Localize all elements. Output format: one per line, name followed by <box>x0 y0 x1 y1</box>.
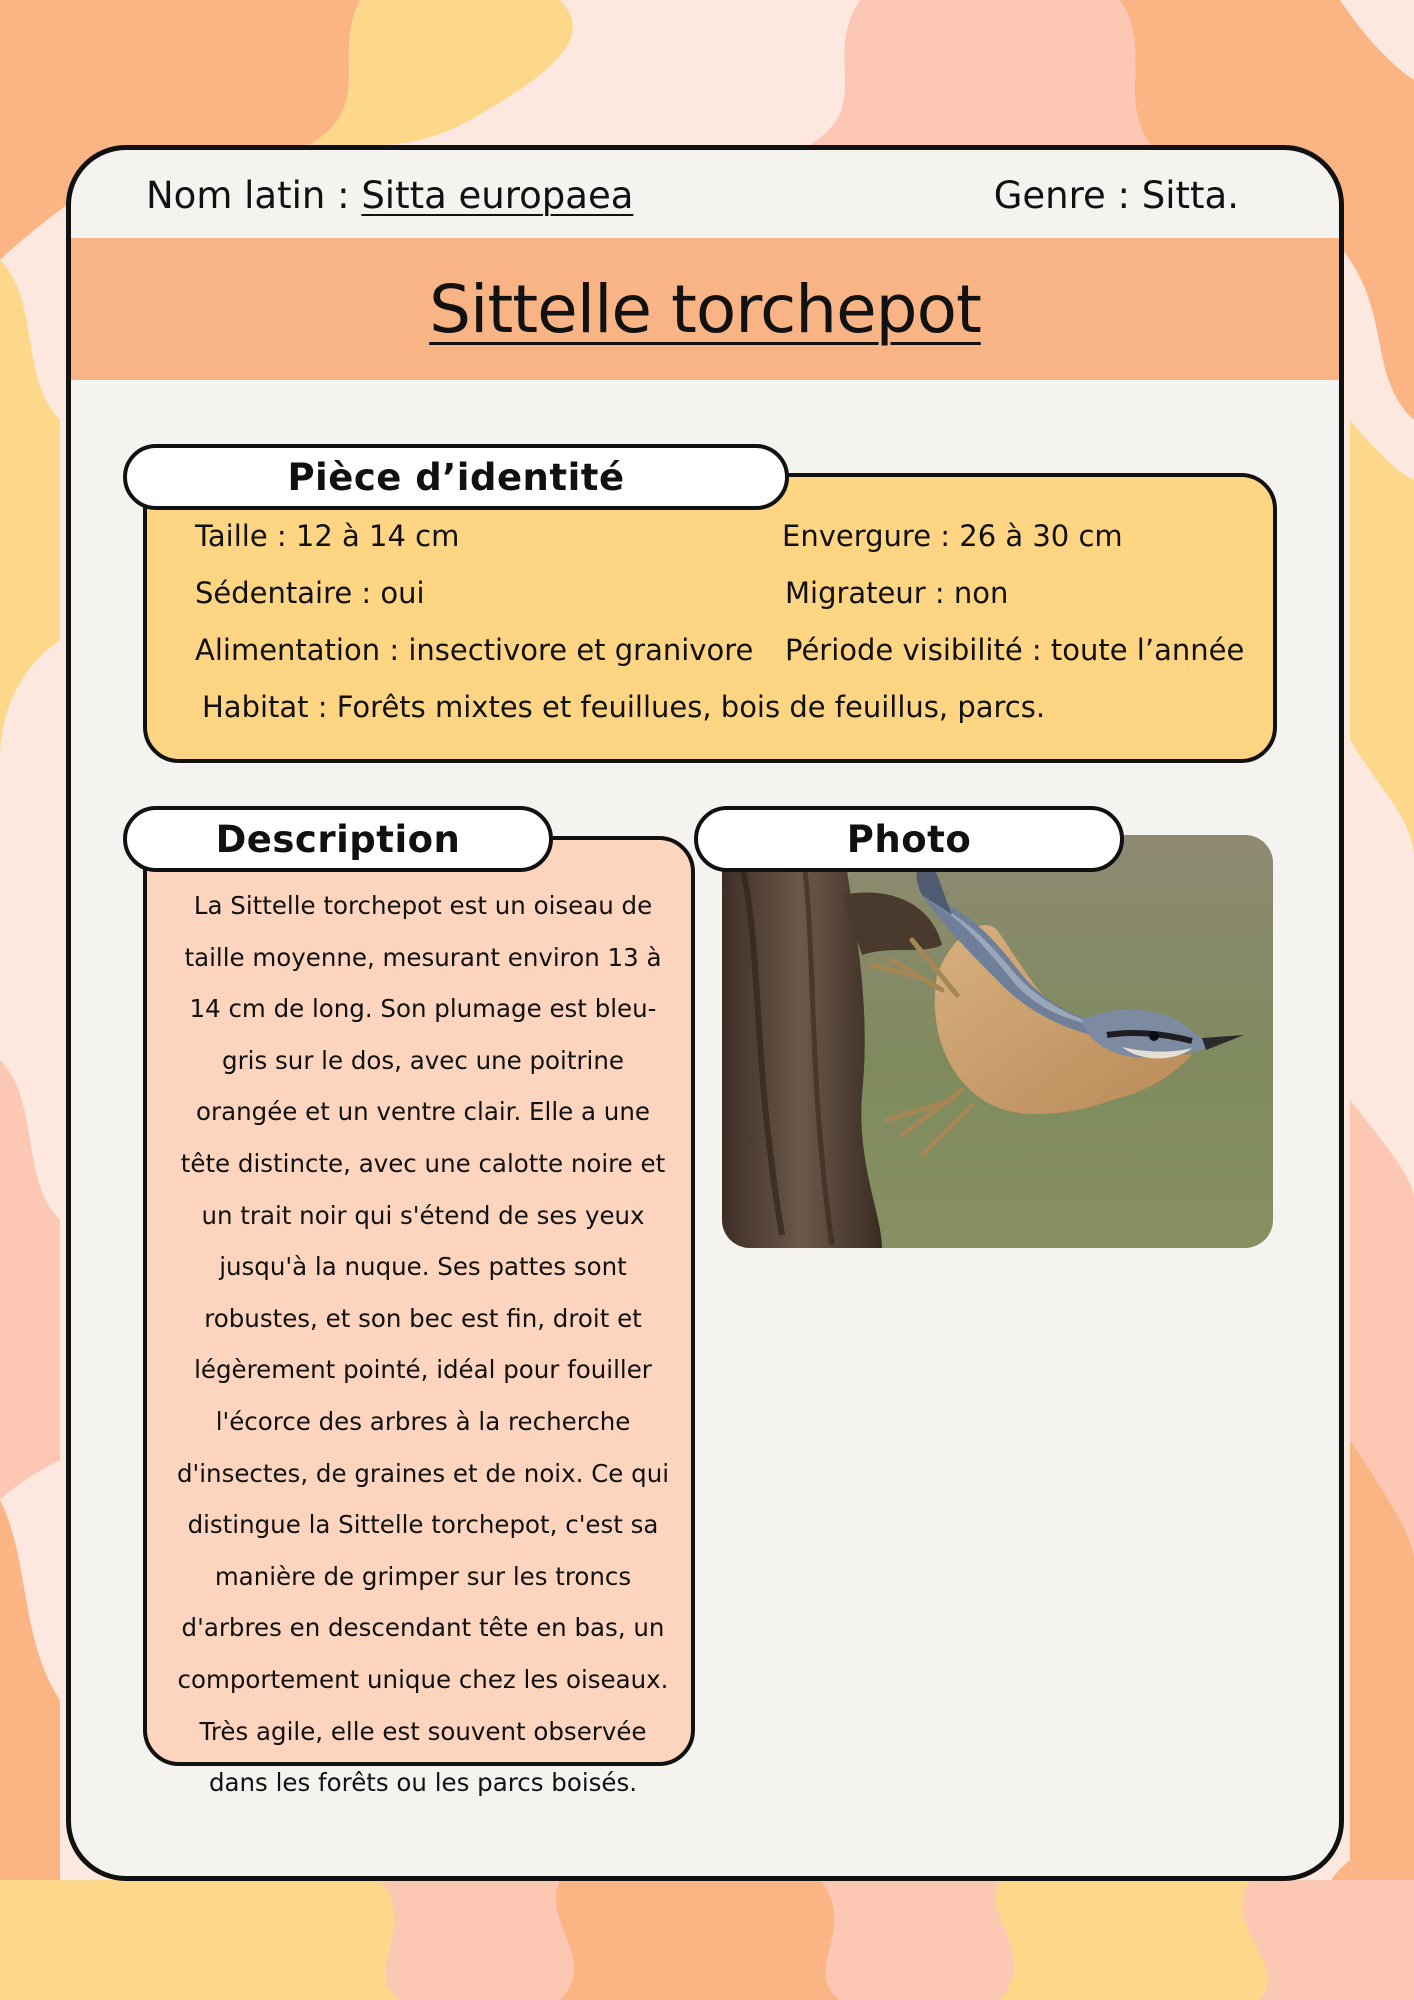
genre-line: Genre : Sitta. <box>993 174 1239 217</box>
title-band <box>71 238 1339 380</box>
sedentaire-field: Sédentaire : oui <box>195 576 425 610</box>
latin-name-label: Nom latin : <box>146 174 362 217</box>
species-card <box>66 145 1344 1881</box>
identity-heading: Pièce d’identité <box>123 444 789 510</box>
nuthatch-illustration <box>722 835 1273 1248</box>
alimentation-field: Alimentation : insectivore et granivore <box>195 633 754 667</box>
taille-field: Taille : 12 à 14 cm <box>195 519 460 553</box>
photo-heading: Photo <box>694 806 1124 872</box>
bird-photo <box>722 835 1273 1248</box>
description-text: La Sittelle torchepot est un oiseau de taille moyenne, mesurant environ 13 à 14 cm de long. Son plumage est bleu-gris sur le dos, avec une poitrine orangée et un ventre clair. Elle a une tête distincte, avec une calotte noire et un trait noir qui s'étend de ses yeux jusqu'à la nuque. Ses pattes sont robustes, et son bec est fin, droit et légèrement pointé, idéal pour fouiller l'écorce des arbres à la recherche d'insectes, de graines et de noix. Ce qui distingue la Sittelle torchepot, c'est sa manière de grimper sur les troncs d'arbres en descendant tête en bas, un comportement unique chez les oiseaux. Très agile, elle est souvent observée dans les forêts ou les parcs boisés. <box>176 891 670 1798</box>
envergure-field: Envergure : 26 à 30 cm <box>782 519 1123 553</box>
description-box <box>143 836 695 1798</box>
description-heading: Description <box>123 806 553 872</box>
latin-name-line <box>146 174 633 217</box>
migrateur-field: Migrateur : non <box>785 576 1009 610</box>
page-title: Sittelle torchepot <box>429 270 981 348</box>
latin-name-value: Sitta europaea <box>361 174 634 217</box>
periode-field: Période visibilité : toute l’année <box>785 633 1245 667</box>
habitat-field: Habitat : Forêts mixtes et feuillues, bois de feuillus, parcs. <box>202 690 1046 724</box>
